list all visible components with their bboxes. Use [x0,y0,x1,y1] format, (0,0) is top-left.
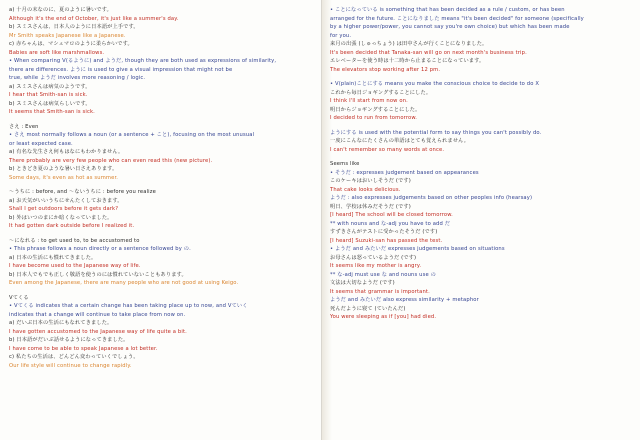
japanese-example: c) 赤ちゃんは、マシュマロのように柔らかいです。 [9,41,133,47]
section-heading: 〜になれる : to get used to, to be accustomed to [9,237,140,244]
english-translation: I decided to run from tomorrow. [330,115,418,121]
grammar-explanation: ようだ and みたいだ also express similarity + metaphor [330,297,479,303]
japanese-example: 明日、学校は休みだそうだ (です) [330,203,411,210]
english-translation: Shall I get outdoors before it gets dark? [9,206,119,212]
grammar-explanation: indicates that a change will continue to take place from now on. [9,311,186,318]
english-translation: I can't remember so many words at once. [330,146,445,153]
japanese-example: a) 有名な先生さえ何もはなにもわかりません。 [9,149,124,155]
english-translation: I have come to be able to speak Japanese a lot better. [9,345,158,352]
section-heading: 〜うちに : before, and 〜ないうちに : before you realize [9,189,156,195]
english-translation: It's been decided that Tanaka-san will go on next month's business trip. [330,49,527,56]
grammar-explanation: • そうだ : expresses judgement based on appearances [330,169,479,176]
grammar-explanation: • Vてくる indicates that a certain change has been taking place up to now, and Vていく [9,303,248,309]
grammar-explanation: there are differences. ように is used to give a visual impression that might not be [9,66,233,73]
english-translation: I hear that Smith-san is sick. [9,92,88,98]
section-heading: Vてくる [9,294,29,301]
japanese-example: c) 私たちの生活は、どんどん変わっていくでしょう。 [9,354,139,360]
japanese-example: 一度にこんなにたくさんの単語はとても覚えられません。 [330,138,470,144]
grammar-explanation: by a higher power/power, you cannot say you're own choice) but which has been made [330,24,570,30]
english-translation: It had gotten dark outside before I realized it. [9,223,135,229]
english-translation: There probably are very few people who can even read this (new picture). [9,157,213,164]
japanese-example: 文法は大切なようだ (です) [330,280,395,286]
japanese-example: b) 日本人でもでも正しく敬語を使うのには慣れていないこともあります。 [9,271,187,278]
japanese-example: a) 日本の生活にも慣れてきました。 [9,254,97,261]
english-translation: You were sleeping as if [you] had died. [330,314,437,320]
english-translation: Even among the Japanese, there are many people who are not good at using Keigo. [9,280,239,286]
japanese-example: 死んだように寝て (ていたんだ) [330,305,406,312]
grammar-explanation: ようにする is used with the potential form to say things you can't possibly do. [330,129,542,136]
japanese-example: このケーキはおいしそうだ (です) [330,178,411,184]
japanese-example: 来月の出張 (しゅっちょう) は田中さんが行くことになりました。 [330,41,488,47]
grammar-explanation: ** な-adj must use な and nouns use の [330,271,436,278]
grammar-explanation: • When comparing V(るように) and ようだ, though they are both used as expressions of similarity, [9,58,277,64]
english-translation: Our life style will continue to change rapidly. [9,362,132,369]
english-translation: [I heard] The school will be closed tomorrow. [330,212,453,218]
english-translation: It seems that grammar is important. [330,288,430,295]
english-translation: Babies are soft like marshmallows. [9,49,105,56]
right-notebook-page [322,0,640,440]
english-translation: It seems that Smith-san is sick. [9,109,95,115]
english-translation: It seems like my mother is angry. [330,263,422,269]
japanese-example: a) スミスさんは病気のようです。 [9,83,91,90]
japanese-example: エレベーターを使う時は十二時から止まることになっています。 [330,58,485,64]
english-translation: Although it's the end of October, it's just like a summer's day. [9,15,179,22]
english-translation: Mr Smith speaks Japanese like a Japanese. [9,32,126,39]
english-translation: That cake looks delicious. [330,186,401,193]
grammar-explanation: for you. [330,32,352,39]
grammar-explanation: ** with nouns and な-adj you have to add だ [330,220,451,227]
grammar-explanation: • This phrase follows a noun directly or a sentence followed by の. [9,246,191,252]
grammar-explanation: • ことになっている is something that has been decided as a rule / custom, or has been [330,7,565,13]
section-heading: Seems like [330,161,360,167]
english-translation: I think I'll start from now on. [330,98,408,104]
japanese-example: お母さんは怒っているようだ (です) [330,254,417,261]
japanese-example: a) お天気がいいうちにせんたくしておきます。 [9,197,123,204]
japanese-example: b) スミスさんは、日本人のように日本語が上手です。 [9,24,139,30]
japanese-example: a) 十月の末なのに、夏のように暑いです。 [9,7,112,13]
japanese-example: これから毎日ジョギングすることにした。 [330,89,432,96]
japanese-example: a) だいぶ日本の生活にもなれてきました。 [9,320,113,326]
japanese-example: b) スミスさんは病気らしいです。 [9,100,91,107]
grammar-explanation: • さえ most normally follows a noun (or a sentence + こと), focusing on the most unusual [9,132,255,138]
japanese-example: すずきさんがテストに受かったそうだ (です) [330,229,438,235]
japanese-example: b) 日本語がだいぶ話せるようになってきました。 [9,337,129,343]
grammar-explanation: arranged for the future. ことになりました means "it's been decided" for someone (specifically [330,15,584,22]
grammar-explanation: • ようだ and みたいだ expresses judgements based on situations [330,246,505,252]
english-translation: I have gotten accustomed to the Japanese way of life quite a bit. [9,328,187,335]
english-translation: [I heard] Suzuki-san has passed the test. [330,237,443,244]
grammar-explanation: or least expected case. [9,140,73,147]
english-translation: The elevators stop working after 12 pm. [330,66,441,73]
japanese-example: 明日からジョギングすることにした。 [330,106,421,113]
section-heading: さえ : Even [9,123,39,130]
english-translation: I have become used to the Japanese way of life. [9,263,141,269]
japanese-example: b) 外はいつのまにか暗くなっていました。 [9,214,113,221]
japanese-example: b) ときどき夏のような暑い日さえあります。 [9,166,118,172]
grammar-explanation: • V(plain)ことにする means you make the conscious choice to decide to do X [330,81,540,87]
english-translation: Some days, it's even as hot as summer. [9,174,119,181]
grammar-explanation: ようだ : also expresses judgements based on other peoples info (hearsay) [330,195,533,201]
grammar-explanation: true, while ようだ involves more reasoning / logic. [9,75,146,81]
